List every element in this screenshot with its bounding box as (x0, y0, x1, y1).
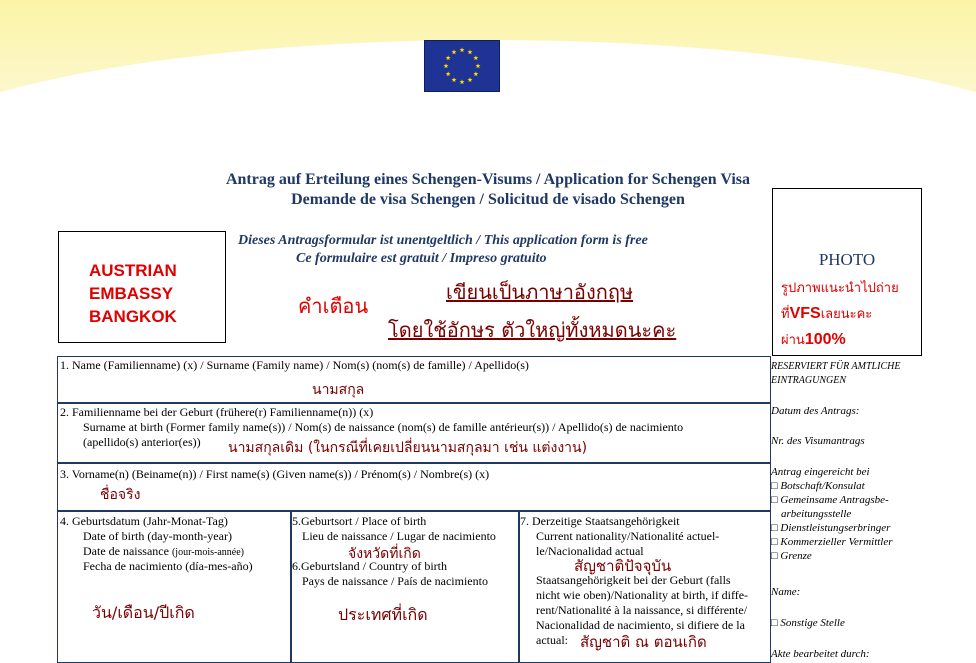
official-date-label: Datum des Antrags: (771, 405, 860, 417)
field-country-of-birth-label1: 6.Geburtsland / Country of birth (292, 559, 447, 573)
field-nationality-current-value: สัญชาติปัจจุบัน (574, 557, 672, 575)
field-dob-label3 (83, 544, 244, 560)
official-option-provider[interactable]: □ Dienstleistungserbringer (771, 522, 891, 534)
field-surname-at-birth-label1: 2. Familienname bei der Geburt (frühere(r) Familienname(n)) (x) (60, 405, 374, 419)
field-place-of-birth-label2: Lieu de naissance / Lugar de nacimiento (302, 529, 496, 543)
eu-star-icon (446, 55, 451, 60)
photo-note-vfs: VFS (789, 305, 821, 322)
field-date-of-birth[interactable] (57, 511, 291, 663)
official-name-label: Name: (771, 586, 801, 598)
field-dob-label3-small: (jour-mois-année) (171, 547, 244, 558)
photo-note-line1: รูปภาพแนะนำไปถ่าย (781, 281, 899, 296)
field-nationality-birth-label3: rent/Nationalité à la naissance, si différente/ (536, 603, 748, 617)
field-nationality-birth-label1: Staatsangehörigkeit bei der Geburt (falls (536, 573, 731, 587)
photo-note-line2 (781, 303, 872, 324)
eu-star-icon (476, 63, 481, 68)
eu-star-icon (444, 63, 449, 68)
embassy-name: AUSTRIAN EMBASSY BANGKOK (89, 261, 177, 326)
field-first-name-label: 3. Vorname(n) (Beiname(n)) / First name(s) (Given name(s)) / Prénom(s) / Nombre(s) (x) (60, 467, 490, 481)
eu-star-icon (468, 50, 473, 55)
field-surname-at-birth-value: นามสกุลเดิม (ในกรณีที่เคยเปลี่ยนนามสกุลมา เช่น แต่งงาน) (228, 440, 588, 456)
warning-line1: เขียนเป็นภาษาอังกฤษ (446, 280, 634, 304)
field-country-of-birth-label2: Pays de naissance / País de nacimiento (302, 574, 488, 588)
field-country-of-birth-value: ประเทศที่เกิด (338, 605, 428, 624)
field-surname-at-birth-label2: Surname at birth (Former family name(s)) / Nom(s) de naissance (nom(s) de famille antérieur(s)) / Apellido(s) de nacimiento (83, 420, 684, 434)
field-surname-value: นามสกุล (312, 382, 365, 398)
photo-note-line2-pre: ที่ (781, 307, 790, 322)
official-option-intermediary[interactable]: □ Kommerzieller Vermittler (771, 536, 893, 548)
free-notice-line2: Ce formulaire est gratuit / Impreso gratuito (296, 251, 547, 266)
warning-line2: โดยใช้อักษร ตัวใหญ่ทั้งหมดนะคะ (388, 318, 677, 342)
official-option-joint-2: arbeitungsstelle (781, 508, 852, 520)
eu-star-icon (446, 71, 451, 76)
official-use-column (771, 358, 976, 663)
eu-star-icon (452, 77, 457, 82)
eu-star-icon (473, 55, 478, 60)
official-reserved-line2: EINTRAGUNGEN (771, 375, 846, 386)
field-dob-label1: 4. Geburtsdatum (Jahr-Monat-Tag) (60, 514, 228, 528)
photo-note-line3-pre: ผ่าน (781, 333, 805, 348)
eu-star-icon (452, 50, 457, 55)
field-first-name[interactable] (57, 463, 771, 511)
field-dob-label3-main: Date de naissance (83, 544, 172, 558)
field-place-of-birth-label1: 5.Geburtsort / Place of birth (292, 514, 427, 528)
form-title-line2: Demande de visa Schengen / Solicitud de visado Schengen (291, 191, 685, 208)
field-place-of-birth-value: จังหวัดที่เกิด (348, 546, 421, 562)
field-first-name-value: ชื่อจริง (100, 487, 141, 503)
eu-star-icon (460, 47, 465, 52)
photo-note-line2-post: เลยนะคะ (820, 307, 873, 322)
field-nationality[interactable] (519, 511, 771, 663)
official-reserved-line1: RESERVIERT FÜR AMTLICHE (771, 361, 901, 372)
eu-star-icon (473, 71, 478, 76)
official-other-option[interactable]: □ Sonstige Stelle (771, 617, 845, 629)
eu-flag-icon (424, 40, 500, 92)
field-nationality-label2: Current nationality/Nationalité actuel- (536, 529, 720, 543)
field-nationality-birth-label5: actual: (536, 633, 568, 647)
form-title-line1: Antrag auf Erteilung eines Schengen-Visums / Application for Schengen Visa (225, 171, 751, 188)
official-option-joint-1[interactable]: □ Gemeinsame Antragsbe- (771, 494, 889, 506)
field-surname-at-birth[interactable] (57, 403, 771, 463)
field-nationality-birth-label4: Nacionalidad de nacimiento, si difiere de la (536, 618, 745, 632)
official-processed-label: Akte bearbeitet durch: (771, 648, 870, 660)
warning-label: คำเตือน (298, 294, 369, 318)
eu-star-icon (460, 79, 465, 84)
embassy-box (58, 231, 226, 343)
field-surname-at-birth-label3: (apellido(s) anterior(es)) (83, 435, 201, 449)
field-nationality-label1: 7. Derzeitige Staatsangehörigkeit (520, 514, 680, 528)
photo-box (772, 188, 922, 356)
photo-label: PHOTO (818, 250, 876, 269)
free-notice-line1: Dieses Antragsformular ist unentgeltlich / This application form is free (238, 233, 648, 248)
eu-star-icon (468, 77, 473, 82)
field-nationality-label3: le/Nacionalidad actual (536, 544, 644, 558)
field-surname[interactable] (57, 356, 771, 403)
photo-note-line3 (781, 329, 846, 350)
field-nationality-birth-label2: nicht wie oben)/Nationality at birth, if diffe- (536, 588, 749, 602)
field-surname-label: 1. Name (Familienname) (x) / Surname (Family name) / Nom(s) (nom(s) de famille) / Apellido(s) (60, 358, 529, 372)
field-dob-value: วัน/เดือน/ปีเกิด (92, 603, 195, 622)
field-dob-label4: Fecha de nacimiento (día-mes-año) (83, 559, 253, 573)
official-number-label: Nr. des Visumantrags (771, 435, 865, 447)
field-nationality-birth-value: สัญชาติ ณ ตอนเกิด (580, 633, 707, 651)
official-option-embassy[interactable]: □ Botschaft/Konsulat (771, 480, 865, 492)
official-option-border[interactable]: □ Grenze (771, 550, 812, 562)
official-submitted-label: Antrag eingereicht bei (771, 466, 870, 478)
field-dob-label2: Date of birth (day-month-year) (83, 529, 232, 543)
field-place-country-of-birth[interactable] (291, 511, 519, 663)
photo-note-percent: 100% (804, 331, 846, 348)
